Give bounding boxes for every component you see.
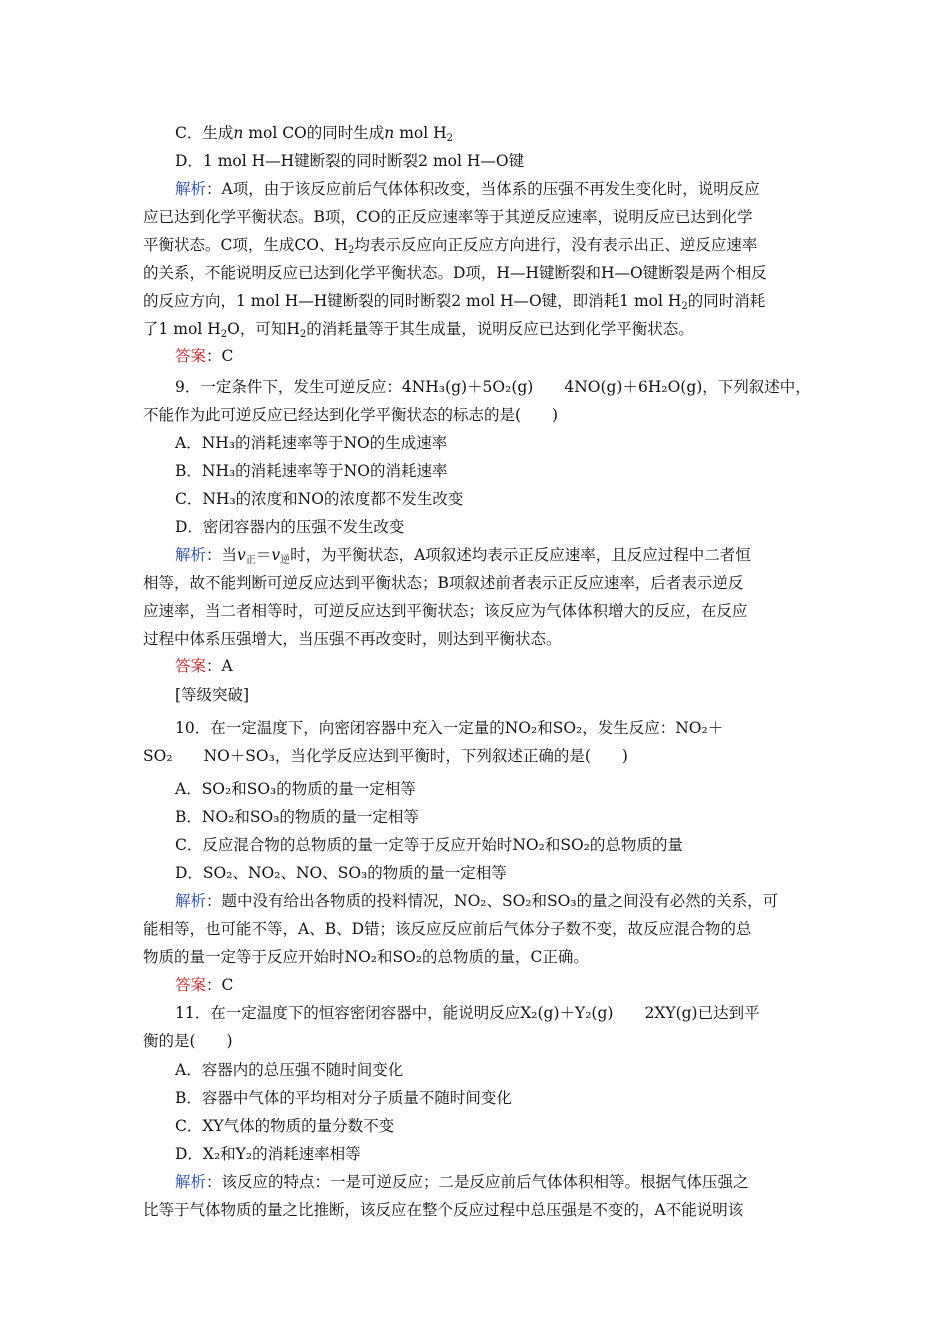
answer-label: 答案 — [175, 657, 207, 675]
q10-option-c: C．反应混合物的总物质的量一定等于反应开始时NO₂和SO₂的总物质的量 — [175, 836, 683, 854]
q10-option-a: A．SO₂和SO₃的物质的量一定相等 — [175, 780, 416, 798]
section-title: [等级突破] — [175, 686, 250, 704]
answer-label: 答案 — [175, 347, 207, 365]
q9-stem-line-2: 不能作为此可逆反应已经达到化学平衡状态的标志的是( ) — [143, 406, 559, 424]
q11-analysis-line-1: 解析：该反应的特点：一是可逆反应；二是反应前后气体体积相等。根据气体压强之 — [175, 1173, 749, 1191]
q10-answer: 答案：C — [175, 976, 234, 994]
q11-option-a: A．容器内的总压强不随时间变化 — [175, 1061, 404, 1079]
q10-analysis-line-1: 解析：题中没有给出各物质的投料情况，NO₂、SO₂和SO₃的量之间没有必然的关系，可 — [175, 892, 779, 910]
q10-stem-line-2: SO₂ NO＋SO₃，当化学反应达到平衡时，下列叙述正确的是( ) — [143, 747, 628, 765]
q9-option-c: C．NH₃的浓度和NO的浓度都不发生改变 — [175, 490, 464, 508]
q8-analysis-line-1: 解析：A项，由于该反应前后气体体积改变，当体系的压强不再发生变化时，说明反应 — [175, 180, 760, 198]
q9-analysis-line-3: 应速率，当二者相等时，可逆反应达到平衡状态；该反应为气体体积增大的反应，在反应 — [143, 602, 748, 620]
q9-analysis-line-4: 过程中体系压强增大，当压强不再改变时，则达到平衡状态。 — [143, 630, 562, 648]
q9-analysis-line-2: 相等，故不能判断可逆反应达到平衡状态；B项叙述前者表示正反应速率，后者表示逆反 — [143, 574, 744, 592]
q10-option-d: D．SO₂、NO₂、NO、SO₃的物质的量一定相等 — [175, 864, 507, 882]
q11-stem-line-2: 衡的是( ) — [143, 1032, 233, 1050]
q8-analysis-line-3: 平衡状态。C项，生成CO、$H_2$均表示反应向正反应方向进行，没有表示出正、逆反应速率 — [143, 236, 758, 256]
analysis-label: 解析 — [175, 180, 207, 198]
q11-analysis-line-2: 比等于气体物质的量之比推断，该反应在整个反应过程中总压强是不变的，A不能说明该 — [143, 1201, 744, 1219]
analysis-label: 解析 — [175, 892, 207, 910]
q9-option-a: A．NH₃的消耗速率等于NO的生成速率 — [175, 434, 448, 452]
q9-option-d: D．密闭容器内的压强不发生改变 — [175, 518, 405, 536]
q11-option-b: B．容器中气体的平均相对分子质量不随时间变化 — [175, 1089, 512, 1107]
q8-answer: 答案：C — [175, 347, 234, 365]
q8-analysis-line-2: 应已达到化学平衡状态。B项，CO的正反应速率等于其逆反应速率，说明反应已达到化学 — [143, 208, 753, 226]
q11-stem-line-1: 11．在一定温度下的恒容密闭容器中，能说明反应X₂(g)＋Y₂(g) 2XY(g)已达到平 — [175, 1004, 760, 1022]
q8-analysis-line-4: 的关系，不能说明反应已达到化学平衡状态。D项，H—H键断裂和H—O键断裂是两个相反 — [143, 264, 767, 282]
q10-analysis-line-2: 能相等，也可能不等，A、B、D错；该反应反应前后气体分子数不变，故反应混合物的总 — [143, 920, 752, 938]
q11-option-c: C．XY气体的物质的量分数不变 — [175, 1117, 395, 1135]
analysis-label: 解析 — [175, 546, 207, 564]
q8-analysis-line-6: 了1 mol $H_2O$，可知$H_2$的消耗量等于其生成量，说明反应已达到化学平衡状态。 — [143, 320, 694, 340]
q8-analysis-line-5: 的反应方向，1 mol H—H键断裂的同时断裂2 mol H—O键，即消耗1 mol $H_2$的同时消耗 — [143, 292, 766, 312]
q9-analysis-line-1: 解析：当$v_正=v_逆$时，为平衡状态，A项叙述均表示正反应速率，且反应过程中二者恒 — [175, 546, 751, 566]
analysis-label: 解析 — [175, 1173, 207, 1191]
q10-analysis-line-3: 物质的量一定等于反应开始时NO₂和SO₂的总物质的量，C正确。 — [143, 948, 589, 966]
q10-stem-line-1: 10．在一定温度下，向密闭容器中充入一定量的NO₂和SO₂，发生反应：NO₂＋ — [175, 719, 724, 737]
q9-stem-line-1: 9．一定条件下，发生可逆反应：4NH₃(g)＋5O₂(g) 4NO(g)＋6H₂O(g)，下列叙述中， — [175, 378, 811, 396]
q8-option-d: D．1 mol H—H键断裂的同时断裂2 mol H—O键 — [175, 152, 525, 170]
answer-label: 答案 — [175, 976, 207, 994]
q9-answer: 答案：A — [175, 657, 233, 675]
q11-option-d: D．X₂和Y₂的消耗速率相等 — [175, 1145, 361, 1163]
q8-option-c: C．生成n mol CO的同时生成n mol $H_2$ — [175, 124, 453, 144]
q9-option-b: B．NH₃的消耗速率等于NO的消耗速率 — [175, 462, 448, 480]
q10-option-b: B．NO₂和SO₃的物质的量一定相等 — [175, 808, 419, 826]
